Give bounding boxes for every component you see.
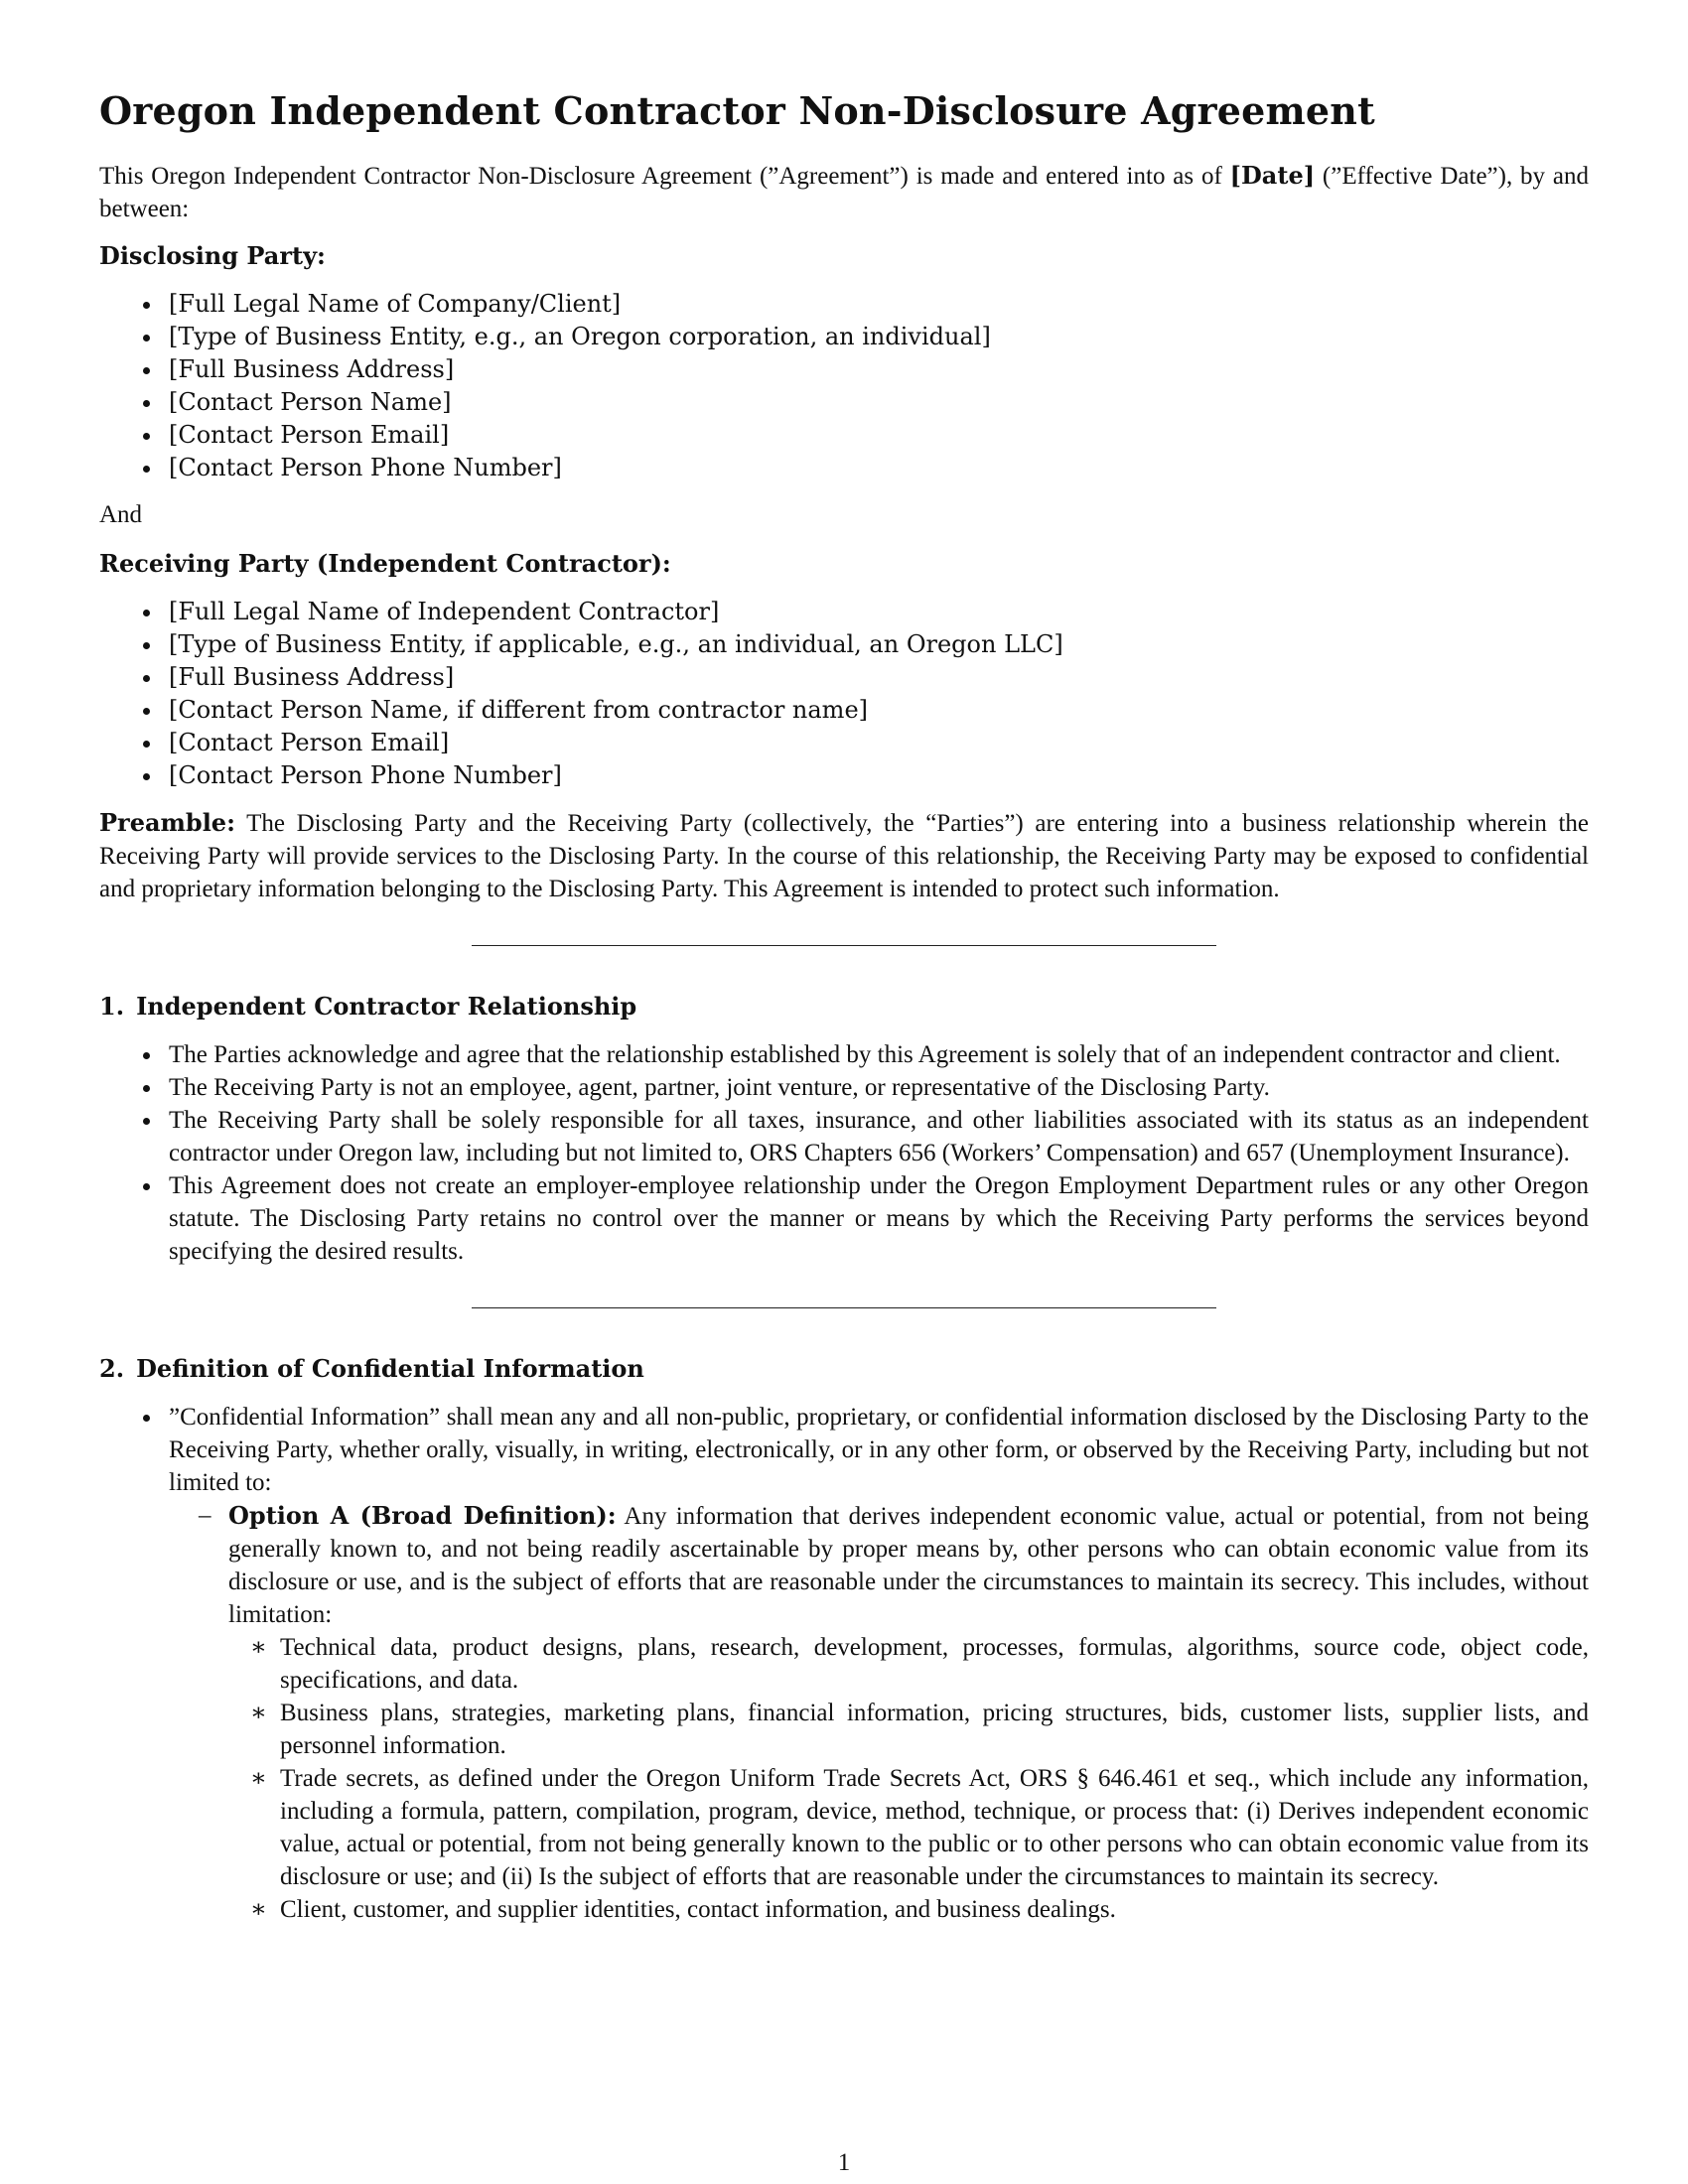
list-item: [Contact Person Name] xyxy=(169,386,1589,419)
section-number: 1. xyxy=(99,992,125,1021)
preamble-label: Preamble: xyxy=(99,808,235,837)
confidential-definition-text: ”Confidential Information” shall mean any and all non-public, proprietary, or confidential information disclosed by the Disclosing Party to the Receiving Party, whether orally, visually, in writing, electronically, or in any other form, or observed by the Receiving Party, including but not limited to: xyxy=(169,1404,1589,1496)
list-item: ∗ Client, customer, and supplier identities, contact information, and business dealings. xyxy=(280,1893,1589,1926)
section-divider xyxy=(472,945,1216,946)
list-item: [Contact Person Email] xyxy=(169,419,1589,452)
preamble-paragraph xyxy=(99,806,1589,905)
section2-list xyxy=(99,1401,1589,1926)
list-item xyxy=(169,1401,1589,1926)
list-item: [Full Business Address] xyxy=(169,353,1589,386)
section-number: 2. xyxy=(99,1354,125,1383)
disclosing-party-label: Disclosing Party: xyxy=(99,241,326,270)
document-title: Oregon Independent Contractor Non-Disclosure Agreement xyxy=(99,88,1375,133)
list-item: ∗ Trade secrets, as defined under the Oregon Uniform Trade Secrets Act, ORS § 646.461 et seq., which include any information, including a formula, pattern, compilation, program, device, method, technique, or process that: (i) Derives independent economic value, actual or potential, from not being generally known to the public or to other persons who can obtain economic value from its disclosure or use; and (ii) Is the subject of efforts that are reasonable under the circumstances to maintain its secrecy. xyxy=(280,1762,1589,1893)
section-title: Definition of Confidential Information xyxy=(136,1354,644,1383)
list-item: [Contact Person Email] xyxy=(169,727,1589,759)
receiving-party-list xyxy=(99,596,1589,792)
option-a-sublist xyxy=(228,1631,1589,1926)
intro-text-end: (”Effective Date”), by and between: xyxy=(99,163,1589,222)
document-page xyxy=(99,87,1589,1926)
list-item: [Full Legal Name of Independent Contractor] xyxy=(169,596,1589,628)
date-placeholder: [Date] xyxy=(1229,161,1316,190)
list-item: ∗ Business plans, strategies, marketing plans, financial information, pricing structures, bids, customer lists, supplier lists, and personnel information. xyxy=(280,1697,1589,1762)
section-title: Independent Contractor Relationship xyxy=(136,992,637,1021)
disclosing-party-list xyxy=(99,288,1589,484)
list-item: [Contact Person Name, if different from contractor name] xyxy=(169,694,1589,727)
list-item: [Full Legal Name of Company/Client] xyxy=(169,288,1589,321)
section1-list xyxy=(99,1038,1589,1268)
option-a-text: Any information that derives independent economic value, actual or potential, from not being generally known to, and not being readily ascertainable by proper means by, other persons who can obtain economic value from its disclosure or use, and is the subject of efforts that are reasonable under the circumstances to maintain its secrecy. This includes, without limitation: xyxy=(228,1503,1589,1628)
list-item: The Receiving Party shall be solely responsible for all taxes, insurance, and other liabilities associated with its status as an independent contractor under Oregon law, including but not limited to, ORS Chapters 656 (Workers’ Compensation) and 657 (Unemployment Insurance). xyxy=(169,1104,1589,1169)
page-number: 1 xyxy=(837,2149,851,2176)
receiving-party-label: Receiving Party (Independent Contractor): xyxy=(99,549,671,578)
list-item: The Parties acknowledge and agree that the relationship established by this Agreement is solely that of an independent contractor and client. xyxy=(169,1038,1589,1071)
section-heading xyxy=(99,1352,1589,1385)
option-list xyxy=(169,1499,1589,1926)
list-item: [Contact Person Phone Number] xyxy=(169,452,1589,484)
list-item: [Full Business Address] xyxy=(169,661,1589,694)
list-item: This Agreement does not create an employer-employee relationship under the Oregon Employment Department rules or any other Oregon statute. The Disclosing Party retains no control over the manner or means by which the Receiving Party performs the services beyond specifying the desired results. xyxy=(169,1169,1589,1268)
intro-text: This Oregon Independent Contractor Non-Disclosure Agreement (”Agreement”) is made and entered into as of xyxy=(99,163,1230,190)
list-item: The Receiving Party is not an employee, agent, partner, joint venture, or representative of the Disclosing Party. xyxy=(169,1071,1589,1104)
intro-paragraph xyxy=(99,159,1589,225)
list-item: [Contact Person Phone Number] xyxy=(169,759,1589,792)
option-a-item xyxy=(228,1499,1589,1926)
and-separator: And xyxy=(99,501,143,528)
section-divider xyxy=(472,1307,1216,1308)
preamble-text: The Disclosing Party and the Receiving Party (collectively, the “Parties”) are entering into a business relationship wherein the Receiving Party will provide services to the Disclosing Party. In the course of this relationship, the Receiving Party may be exposed to confidential and proprietary information belonging to the Disclosing Party. This Agreement is intended to protect such information. xyxy=(99,810,1589,902)
list-item: ∗ Technical data, product designs, plans, research, development, processes, formulas, algorithms, source code, object code, specifications, and data. xyxy=(280,1631,1589,1697)
list-item: [Type of Business Entity, if applicable, e.g., an individual, an Oregon LLC] xyxy=(169,628,1589,661)
section-heading xyxy=(99,990,1589,1023)
option-a-label: Option A (Broad Definition): xyxy=(228,1501,617,1530)
list-item: [Type of Business Entity, e.g., an Oregon corporation, an individual] xyxy=(169,321,1589,353)
